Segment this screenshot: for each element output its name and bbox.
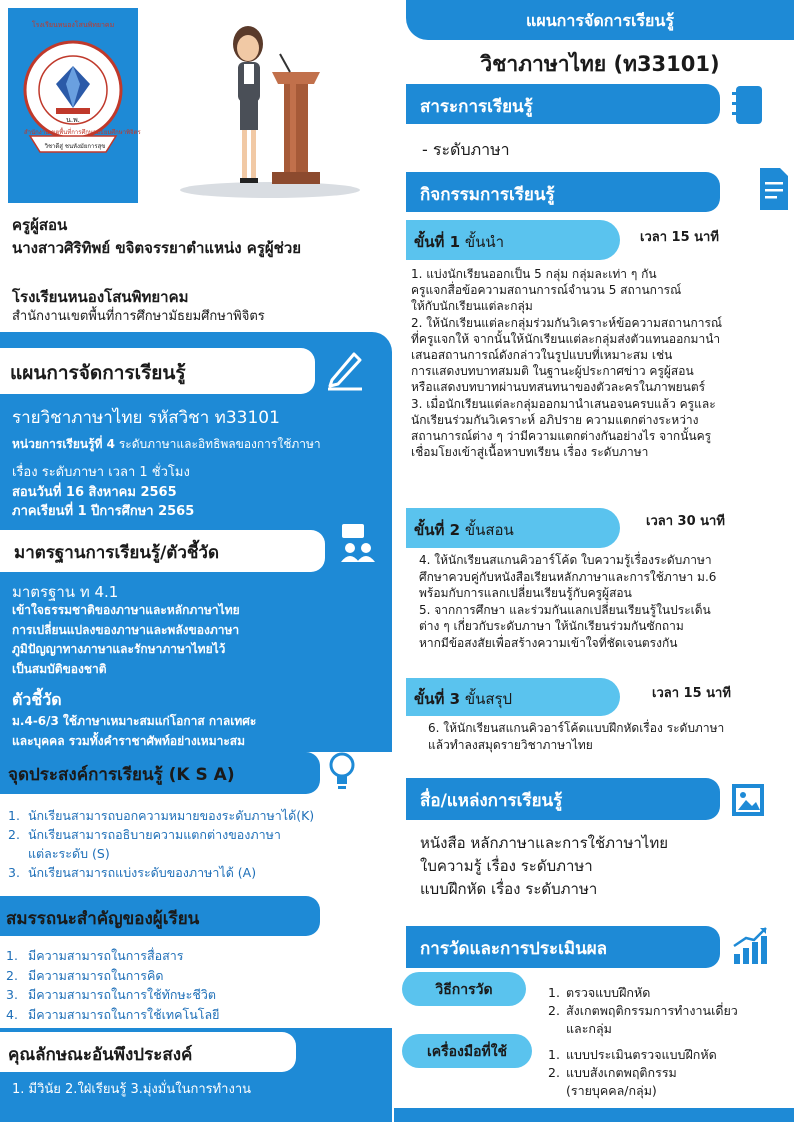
unit-line-bold: หน่วยการเรียนรู้ที่ 4 (12, 437, 115, 451)
tool-list (548, 1046, 717, 1100)
topic-line: เรื่อง ระดับภาษา เวลา 1 ชั่วโมง (12, 465, 190, 480)
pen-icon (322, 346, 368, 392)
image-icon (730, 780, 766, 820)
text-line: สถานการณ์ต่าง ๆ ว่ามีความแตกต่างกันอย่างไร จากนั้นครู (411, 429, 712, 444)
indicator-text (12, 712, 256, 751)
text-line: ศึกษาควบคู่กับหนังสือเรียนหลักภาษาและการใช้ภาษา ม.6 (419, 569, 717, 584)
standard-line: เข้าใจธรรมชาติของภาษาและหลักภาษาไทย (12, 603, 240, 617)
indicator-title: ตัวชี้วัด (12, 690, 62, 709)
standards-title: มาตรฐานการเรียนรู้/ตัวชี้วัด (14, 543, 220, 563)
list-item: 1. นักเรียนสามารถบอกความหมายของระดับภาษาได้(K) (8, 808, 315, 823)
content-title: สาระการเรียนรู้ (420, 97, 533, 117)
list-item: 1. มีความสามารถในการสื่อสาร (6, 948, 184, 963)
logo-ring-bottom: สำนักงานเขตพื้นที่การศึกษามัธยมศึกษาพิจิตร (24, 129, 141, 136)
content-item: - ระดับภาษา (422, 140, 510, 159)
standard-line: การเปลี่ยนแปลงของภาษาและพลังของภาษา (12, 622, 240, 637)
list-item: และกลุ่ม (566, 1021, 612, 1036)
media-list (420, 832, 668, 901)
text-line: ที่ครูแจกให้ จากนั้นให้นักเรียนแต่ละกลุ่มส่งตัวแทนออกมานำ (411, 331, 721, 346)
text-line: แล้วทำลงสมุดรายวิชาภาษาไทย (428, 738, 593, 752)
list-item: 2. แบบสังเกตพฤติกรรม (548, 1065, 677, 1080)
education-office: สำนักงานเขตพื้นที่การศึกษามัธยมศึกษาพิจิตร (12, 309, 265, 324)
method-list (548, 984, 738, 1038)
step-3-text (428, 720, 724, 754)
lightbulb-icon (326, 750, 358, 792)
step-1-label (414, 230, 504, 254)
list-item: หนังสือ หลักภาษาและการใช้ภาษาไทย (420, 834, 669, 852)
competency-title: สมรรถนะสำคัญของผู้เรียน (6, 909, 200, 929)
discussion-icon (338, 522, 378, 564)
text-line: 1. แบ่งนักเรียนออกเป็น 5 กลุ่ม กลุ่มละเท่า ๆ กัน (411, 267, 657, 281)
list-item: ใบความรู้ เรื่อง ระดับภาษา (420, 857, 593, 875)
step-1-label-rest: ขั้นนำ (460, 233, 505, 251)
standard-text (12, 601, 240, 679)
objectives-list (8, 806, 314, 882)
list-item: 4. มีความสามารถในการใช้เทคโนโลยี (6, 1006, 220, 1022)
right-footer-bar (394, 1108, 794, 1122)
date-line: สอนวันที่ 16 สิงหาคม 2565 (12, 485, 177, 500)
logo-ring-top: โรงเรียนหนองโสนพิทยาคม (31, 21, 115, 29)
list-item: 1. ตรวจแบบฝึกหัด (548, 985, 651, 1000)
text-line: ให้กับนักเรียนแต่ละกลุ่ม (411, 299, 533, 314)
teacher-name: นางสาวศิริทิพย์ ขจิตจรรยาตำแหน่ง ครูผู้ช่วย (12, 239, 302, 257)
list-item: 2. สังเกตพฤติกรรมการทำงานเดี่ยว (548, 1003, 738, 1018)
standard-line: ภูมิปัญญาทางภาษาและรักษาภาษาไทยไว้ (12, 642, 226, 656)
plan-title: แผนการจัดการเรียนรู้ (10, 362, 186, 384)
list-item: 1. แบบประเมินตรวจแบบฝึกหัด (548, 1047, 717, 1062)
text-line: การแสดงบทบาทสมมติ ในฐานะผู้ประกาศข่าว ครูผู้สอน (411, 364, 694, 379)
text-line: 2. ให้นักเรียนแต่ละกลุ่มร่วมกันวิเคราะห์ข้อความสถานการณ์ (411, 315, 723, 330)
subject-title: วิชาภาษาไทย (ท33101) (480, 52, 720, 76)
list-item: 3. นักเรียนสามารถแบ่งระดับของภาษาได้ (A) (8, 865, 257, 880)
list-item: 2. นักเรียนสามารถอธิบายความแตกต่างของภาษา (8, 827, 281, 842)
text-line: 5. จากการศึกษา และร่วมกันแลกเปลี่ยนเรียนรู้ในประเด็น (419, 602, 711, 617)
step-3-time: เวลา 15 นาที (652, 686, 731, 701)
list-item: แบบฝึกหัด เรื่อง ระดับภาษา (420, 880, 598, 898)
step-1-time: เวลา 15 นาที (640, 230, 719, 245)
text-line: พร้อมกับการแลกเปลี่ยนเรียนรู้กับครูผู้สอน (419, 586, 632, 600)
school-name: โรงเรียนหนองโสนพิทยาคม (12, 288, 189, 306)
list-item: (รายบุคคล/กลุ่ม) (566, 1083, 657, 1098)
activities-title: กิจกรรมการเรียนรู้ (420, 185, 555, 205)
step-1-text (411, 266, 722, 460)
step-1-label-bold: ขั้นที่ 1 (414, 233, 461, 251)
text-line: นักเรียนร่วมกันวิเคราะห์ อภิปราย ความแตกต่างระหว่าง (411, 412, 699, 427)
list-item: แต่ละระดับ (S) (28, 846, 110, 861)
media-title: สื่อ/แหล่งการเรียนรู้ (420, 791, 563, 811)
teacher-illustration (160, 10, 390, 200)
term-line: ภาคเรียนที่ 1 ปีการศึกษา 2565 (12, 504, 195, 519)
assessment-title: การวัดและการประเมินผล (420, 939, 608, 959)
step-2-label-rest: ขั้นสอน (460, 521, 514, 539)
text-line: หากมีข้อสงสัยเพื่อสร้างความเข้าใจที่ชัดเจนตรงกัน (419, 635, 678, 650)
subject-line: รายวิชาภาษาไทย รหัสวิชา ท33101 (12, 408, 280, 428)
step-2-label-bold: ขั้นที่ 2 (414, 521, 461, 539)
competency-list (6, 946, 219, 1024)
step-2-text (419, 552, 716, 651)
attributes-line: 1. มีวินัย 2.ใฝ่เรียนรู้ 3.มุ่งมั่นในการทำงาน (12, 1082, 252, 1097)
step-3-label-rest: ขั้นสรุป (460, 690, 513, 708)
text-line: 6. ให้นักเรียนสแกนคิวอาร์โค้ดแบบฝึกหัดเรื่อง ระดับภาษา (428, 721, 725, 735)
text-line: เชื่อมโยงเข้าสู่เนื้อหาบทเรียน เรื่อง ระดับภาษา (411, 445, 649, 460)
standard-code: มาตรฐาน ท 4.1 (12, 583, 119, 601)
unit-line-rest: ระดับภาษาและอิทธิพลของการใช้ภาษา (115, 437, 321, 451)
document-icon (756, 166, 792, 212)
attributes-title: คุณลักษณะอันพึงประสงค์ (8, 1045, 193, 1065)
teacher-label: ครูผู้สอน (12, 216, 68, 234)
text-line: เสนอสถานการณ์ดังกล่าวในรูปแบบที่เหมาะสม เช่น (411, 348, 673, 363)
method-label: วิธีการวัด (435, 982, 493, 998)
step-3-label (414, 687, 512, 711)
text-line: หรือแสดงบทบาทผ่านบทสนทนาของตัวละครในภาพยนตร์ (411, 380, 706, 395)
text-line: 4. ให้นักเรียนสแกนคิวอาร์โค้ด ใบความรู้เรื่องระดับภาษา (419, 553, 712, 567)
step-3-label-bold: ขั้นที่ 3 (414, 690, 461, 708)
objectives-title: จุดประสงค์การเรียนรู้ (K S A) (8, 765, 235, 785)
logo-monogram: น.พ. (66, 116, 80, 124)
standard-line: เป็นสมบัติของชาติ (12, 661, 107, 676)
tool-label: เครื่องมือที่ใช้ (426, 1044, 508, 1060)
step-2-label (414, 518, 514, 542)
step-2-time: เวลา 30 นาที (646, 514, 725, 529)
chart-growth-icon (730, 924, 770, 968)
text-line: 3. เมื่อนักเรียนแต่ละกลุ่มออกมานำเสนอจนครบแล้ว ครูและ (411, 396, 716, 411)
list-item: 3. มีความสามารถในการใช้ทักษะชีวิต (6, 987, 216, 1002)
indicator-line: ม.4-6/3 ใช้ภาษาเหมาะสมแก่โอกาส กาลเทศะ (12, 714, 257, 728)
notebook-icon (730, 84, 766, 126)
indicator-line: และบุคคล รวมทั้งคำราชาศัพท์อย่างเหมาะสม (12, 733, 246, 748)
logo-motto: วิชาดีสู่ ชนหังมัยการสุข (44, 143, 106, 150)
text-line: ต่าง ๆ เกี่ยวกับระดับภาษา ให้นักเรียนร่วมกันซักถาม (419, 619, 684, 633)
right-header-title: แผนการจัดการเรียนรู้ (526, 11, 674, 30)
text-line: ครูแจกสื่อข้อความสถานการณ์จำนวน 5 สถานการณ์ (411, 283, 682, 298)
unit-line (12, 435, 321, 454)
list-item: 2. มีความสามารถในการคิด (6, 967, 164, 983)
